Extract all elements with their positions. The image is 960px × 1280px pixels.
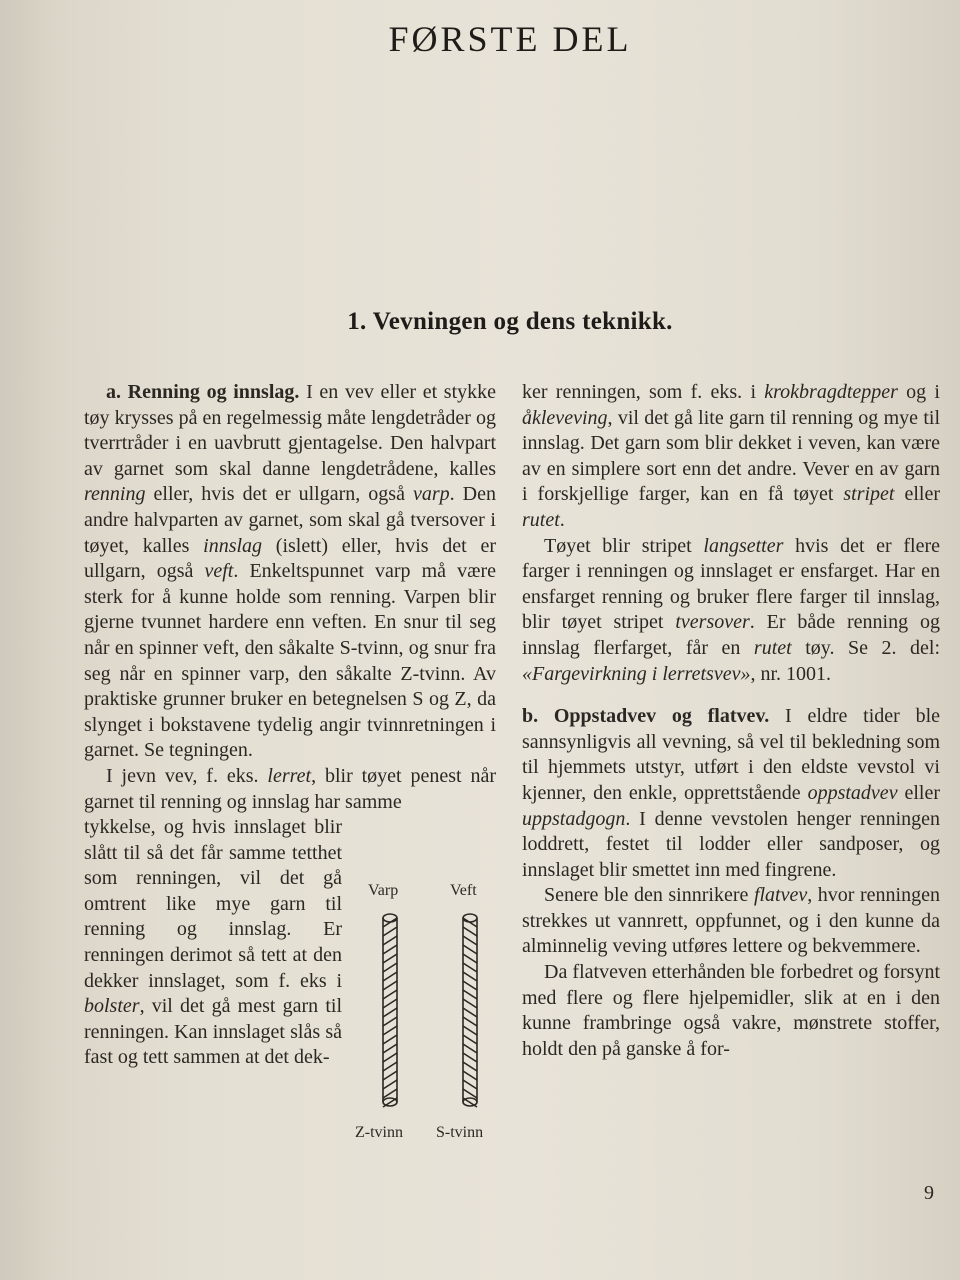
term-langsetter: langsetter xyxy=(703,534,784,557)
text: I jevn vev, f. eks. xyxy=(106,764,268,787)
text: . Er både renning og innslag flerfarget, får en xyxy=(522,611,940,659)
paragraph-lerret xyxy=(84,764,496,815)
strand-end xyxy=(383,914,397,922)
text: eller xyxy=(897,781,941,804)
term-oppstadvev: oppstadvev xyxy=(807,781,898,804)
text: . xyxy=(559,508,565,531)
text: tøy. Se 2. del: xyxy=(791,636,940,659)
term-innslag: innslag xyxy=(203,534,263,557)
bleed-through-text xyxy=(330,55,950,315)
paragraph-flatvev xyxy=(522,883,940,960)
paragraph-krokbragd xyxy=(522,380,940,534)
text: . Enkeltspunnet varp må være sterk for å kunne holde som renning. Varpen blir gjerne tvunnet hardere enn veften. En snur til seg når en spinner veft, den såkalte S-tvinn, og snur fra seg når en spinner varp, den såkalte Z-tvinn. Av praktiske grunner bruker en betegnelsen S og Z, da slynget i bokstavene tydelig angir tvinnretningen i garnet. Se tegningen. xyxy=(84,560,497,762)
text: ker renningen, som f. eks. i xyxy=(522,381,765,403)
paragraph-renning xyxy=(84,380,496,764)
text: , vil det gå mest garn til renningen. Kan innslaget slås så fast og tett sammen at det dek- xyxy=(84,995,342,1069)
term-renning: renning xyxy=(84,483,146,506)
term-bolster: bolster xyxy=(84,995,140,1018)
figure-caption-z: Z-tvinn xyxy=(355,1124,403,1141)
text: . Den andre halvparten av garnet, som skal gå tversover i tøyet, kalles xyxy=(84,483,496,557)
text: I eldre tider ble sannsynligvis all vevning, så vel til bekledning som til hjemmets utstyr, utført i den eldste vevstol vi kjenner, den enkle, opprettstående xyxy=(522,705,940,804)
right-column xyxy=(522,380,940,1062)
paragraph-stripet xyxy=(522,534,940,688)
section-b-heading: b. Oppstadvev og flatvev. xyxy=(522,705,770,728)
term-uppstadgogn: uppstadgogn xyxy=(522,807,626,830)
text: (islett) eller, hvis det er ullgarn, også xyxy=(84,534,497,583)
text: Tøyet blir stripet xyxy=(544,534,704,557)
figure-label-veft: Veft xyxy=(450,882,477,899)
strand-end xyxy=(463,914,477,922)
twist-stroke xyxy=(383,918,397,1107)
term-veft: veft xyxy=(204,560,234,583)
yarn-drawing xyxy=(350,910,500,1150)
text: , blir tøyet penest når garnet til renning og innslag har samme xyxy=(84,764,496,813)
text: , hvor renningen strekkes ut vannrett, oppfunnet, og i den kunne da alminnelig veving utføres lettere og bekvemmere. xyxy=(522,884,940,958)
text: , nr. 1001. xyxy=(750,662,832,685)
text: hvis det er flere farger i renningen og innslaget er ensfarget. Har en ensfarget renning og bruker flere farger til innslag, blir tøyet stripet xyxy=(522,534,940,634)
figure-label-varp: Varp xyxy=(368,882,399,899)
term-rutet: rutet xyxy=(753,636,792,659)
text: Senere ble den sinnrikere xyxy=(544,884,754,907)
text: tykkelse, og hvis innslaget blir slått til så det får samme tetthet som renningen, vil det gå omtrent like mye garn til renning og innslag. Er renningen derimot så tett at den dekker innslaget, som f. eks i xyxy=(84,816,342,992)
section-a-heading: a. Renning og innslag. xyxy=(106,381,300,403)
z-twist-yarn xyxy=(383,914,397,1107)
twist-stroke xyxy=(463,918,477,1107)
text: eller, hvis det er ullgarn, også xyxy=(145,483,413,506)
term-tversover: tversover xyxy=(675,611,750,634)
text: eller xyxy=(894,483,940,506)
term-rutet: rutet xyxy=(522,508,560,531)
term-stripet: stripet xyxy=(843,483,895,506)
text: , vil det gå lite garn til renning og mye til innslag. Det garn som blir dekket i veven, kan være av en simplere sort enn det andre. Vever en av garn i forskjellige farger, kan en få tøyet xyxy=(522,406,940,506)
chapter-title: 1. Vevningen og dens teknikk. xyxy=(347,308,673,335)
term-flatvev: flatvev xyxy=(753,884,808,907)
term-akleveving: åkleveving xyxy=(522,406,608,429)
figure-caption-s: S-tvinn xyxy=(436,1124,484,1141)
yarn-twist-figure xyxy=(350,880,500,1145)
term-varp: varp xyxy=(412,483,450,506)
page-number: 9 xyxy=(924,1182,934,1204)
paragraph-lerret-wrap xyxy=(84,815,342,1071)
s-twist-yarn xyxy=(463,914,477,1107)
text: I en vev eller et stykke tøy krysses på en regelmessig måte lengdetråder og tverrtråder i en uavbrutt gjentagelse. Den halvpart av garnet som skal danne lengdetrådene, kalles xyxy=(84,381,497,480)
text: . I denne vevstolen henger renningen loddrett, festet til lodder eller sandposer, og innslaget blir smettet inn med fingrene. xyxy=(522,807,940,881)
term-krokbragdtepper: krokbragdtepper xyxy=(764,381,898,403)
paragraph-oppstadvev xyxy=(522,704,940,883)
cross-reference: «Fargevirkning i lerretsvev» xyxy=(522,662,751,685)
term-lerret: lerret xyxy=(267,764,312,787)
paragraph-flatveven: Da flatveven etterhånden ble forbedret og forsynt med flere og flere hjelpemidler, slik at en i den kunne frambringe også vakre, mønstrete stoffer, holdt den på ganske å for- xyxy=(522,961,940,1060)
text: og i xyxy=(897,381,940,403)
page-title: FØRSTE DEL xyxy=(388,19,632,59)
